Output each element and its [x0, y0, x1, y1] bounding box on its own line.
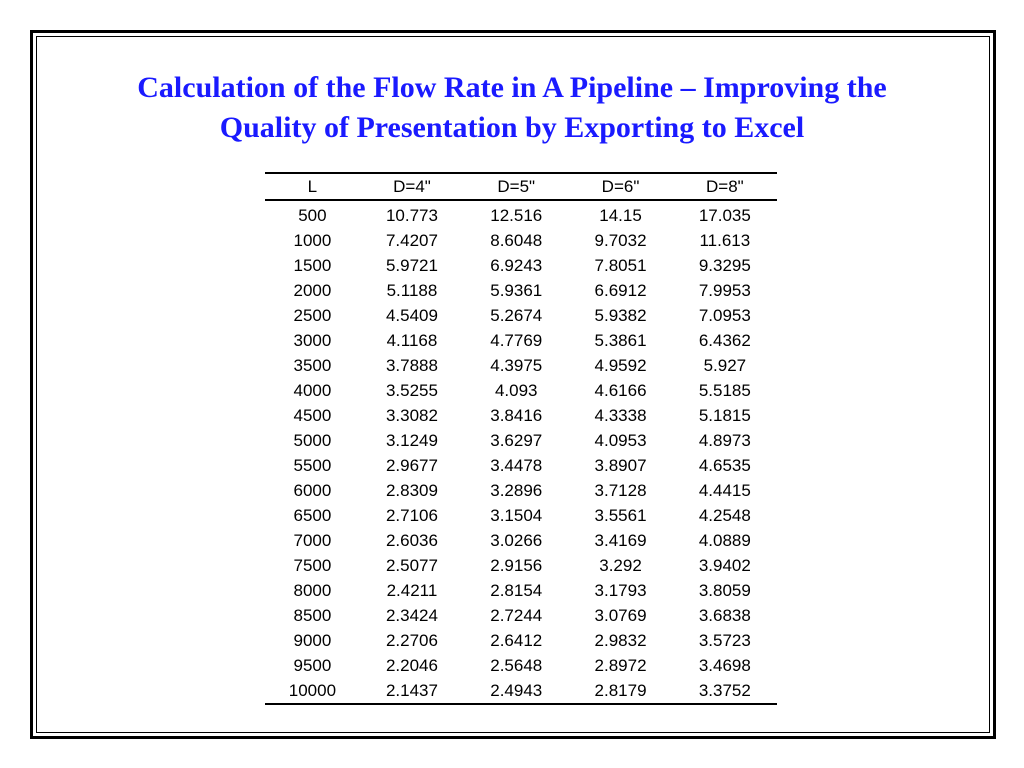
table-cell: 11.613	[699, 230, 751, 250]
table-cell: 4.0953	[594, 430, 647, 450]
table-cell: 12.516	[490, 205, 543, 225]
table-cell: 3.4478	[490, 455, 543, 475]
table-cell: 2.5077	[385, 555, 438, 575]
table-row	[265, 578, 777, 603]
table-cell: 5.9721	[385, 255, 438, 275]
table-cell: 10.773	[385, 205, 438, 225]
table-cell: 5.927	[703, 355, 747, 375]
table-cell: 4.8973	[698, 430, 751, 450]
table-row	[265, 678, 777, 704]
table-header-cell: L	[265, 173, 360, 200]
table-cell: 6.6912	[594, 280, 647, 300]
table-cell: 5500	[293, 455, 332, 475]
table-cell: 2.7244	[490, 605, 543, 625]
table-cell: 4.2548	[698, 505, 751, 525]
table-cell: 6000	[293, 480, 332, 500]
table-header-cell: D=4"	[360, 173, 464, 200]
table-cell: 2000	[293, 280, 332, 300]
table-cell: 4.9592	[594, 355, 647, 375]
table-cell: 2.8972	[594, 655, 647, 675]
table-cell: 3.0266	[490, 530, 543, 550]
table-row	[265, 303, 777, 328]
table-cell: 2500	[293, 305, 332, 325]
page-title-line-2: Quality of Presentation by Exporting to Excel	[219, 111, 805, 144]
table-cell: 2.9156	[490, 555, 543, 575]
table-cell: 4000	[293, 380, 332, 400]
table-cell: 3.0769	[594, 605, 647, 625]
table-cell: 3.6838	[698, 605, 751, 625]
table-cell: 4.5409	[385, 305, 438, 325]
table-cell: 5000	[293, 430, 332, 450]
flow-rate-table	[265, 172, 777, 705]
table-row	[265, 453, 777, 478]
table-header-cell: D=8"	[673, 173, 777, 200]
table-cell: 7.9953	[698, 280, 751, 300]
table-cell: 7.4207	[385, 230, 438, 250]
table-row	[265, 353, 777, 378]
table-cell: 5.3861	[594, 330, 647, 350]
table-cell: 2.8179	[568, 678, 672, 704]
table-cell: 8.6048	[490, 230, 543, 250]
table-cell: 3.9402	[698, 555, 751, 575]
table-cell: 3.8416	[490, 405, 543, 425]
table-cell: 3.8907	[594, 455, 647, 475]
table-cell: 4.1168	[386, 330, 438, 350]
table-cell: 6500	[293, 505, 332, 525]
table-cell: 4.6535	[698, 455, 751, 475]
table-cell: 3.5255	[385, 380, 438, 400]
table-cell: 2.1437	[360, 678, 464, 704]
table-header-row	[265, 173, 777, 200]
table-cell: 8500	[293, 605, 332, 625]
table-cell: 500	[298, 205, 327, 225]
table-cell: 2.6036	[385, 530, 438, 550]
table-cell: 4.3338	[594, 405, 647, 425]
table-row	[265, 628, 777, 653]
table-cell: 2.7106	[385, 505, 438, 525]
table-row	[265, 228, 777, 253]
table-row	[265, 278, 777, 303]
table-cell: 2.5648	[490, 655, 543, 675]
table-header-cell: D=6"	[568, 173, 672, 200]
table-row	[265, 528, 777, 553]
table-cell: 9.3295	[698, 255, 751, 275]
table-cell: 2.2706	[385, 630, 438, 650]
table-row	[265, 328, 777, 353]
table-cell: 1500	[293, 255, 332, 275]
table-cell: 3.5723	[698, 630, 751, 650]
table-cell: 4.4415	[698, 480, 751, 500]
table-cell: 3500	[293, 355, 332, 375]
table-cell: 4.7769	[490, 330, 543, 350]
table-cell: 9500	[293, 655, 332, 675]
table-cell: 3.292	[599, 555, 642, 575]
table-cell: 6.9243	[490, 255, 543, 275]
table-cell: 5.9361	[490, 280, 543, 300]
table-cell: 3.1793	[594, 580, 647, 600]
table-cell: 5.5185	[698, 380, 751, 400]
table-cell: 4.6166	[594, 380, 647, 400]
table-header-cell: D=5"	[464, 173, 568, 200]
table-cell: 7.0953	[698, 305, 751, 325]
table-cell: 5.1815	[698, 405, 751, 425]
table-cell: 2.4211	[386, 580, 438, 600]
table-cell: 2.2046	[385, 655, 438, 675]
table-row	[265, 253, 777, 278]
table-cell: 3.3082	[385, 405, 438, 425]
table-cell: 2.9677	[385, 455, 438, 475]
table-cell: 3.3752	[673, 678, 777, 704]
table-cell: 2.3424	[385, 605, 438, 625]
table-cell: 10000	[265, 678, 360, 704]
table-row	[265, 503, 777, 528]
table-cell: 5.2674	[490, 305, 543, 325]
table-row	[265, 478, 777, 503]
table-row	[265, 403, 777, 428]
table-cell: 9000	[293, 630, 332, 650]
table-cell: 7500	[293, 555, 332, 575]
table-cell: 7.8051	[594, 255, 647, 275]
table-cell: 3.1504	[490, 505, 543, 525]
table-cell: 17.035	[698, 205, 751, 225]
table-cell: 3.4698	[698, 655, 751, 675]
table-cell: 7000	[293, 530, 332, 550]
table-cell: 2.8309	[385, 480, 438, 500]
table-cell: 3.4169	[594, 530, 647, 550]
table-cell: 3.5561	[594, 505, 647, 525]
table-row	[265, 200, 777, 228]
table-cell: 5.1188	[386, 280, 438, 300]
table-cell: 3.7888	[385, 355, 438, 375]
table-cell: 3.8059	[698, 580, 751, 600]
table-row	[265, 553, 777, 578]
table-cell: 4.093	[494, 380, 538, 400]
table-cell: 2.4943	[464, 678, 568, 704]
table-row	[265, 603, 777, 628]
page-title	[40, 68, 984, 148]
table-cell: 3.1249	[385, 430, 438, 450]
table-cell: 3.2896	[490, 480, 543, 500]
table-cell: 3.7128	[594, 480, 647, 500]
table-row	[265, 378, 777, 403]
table-cell: 5.9382	[594, 305, 647, 325]
table-cell: 8000	[293, 580, 332, 600]
table-row	[265, 428, 777, 453]
table-row	[265, 653, 777, 678]
table-cell: 4.0889	[698, 530, 751, 550]
table-body	[265, 200, 777, 704]
table-cell: 6.4362	[698, 330, 751, 350]
table-cell: 2.8154	[490, 580, 543, 600]
table-cell: 3000	[293, 330, 332, 350]
table-cell: 4500	[293, 405, 332, 425]
table-cell: 2.6412	[490, 630, 543, 650]
table-cell: 4.3975	[490, 355, 543, 375]
table-cell: 14.15	[599, 205, 642, 225]
table-cell: 2.9832	[594, 630, 647, 650]
page-title-line-1: Calculation of the Flow Rate in A Pipeline – Improving the	[137, 71, 887, 104]
table-cell: 3.6297	[490, 430, 543, 450]
table-cell: 9.7032	[594, 230, 647, 250]
table-cell: 1000	[293, 230, 332, 250]
